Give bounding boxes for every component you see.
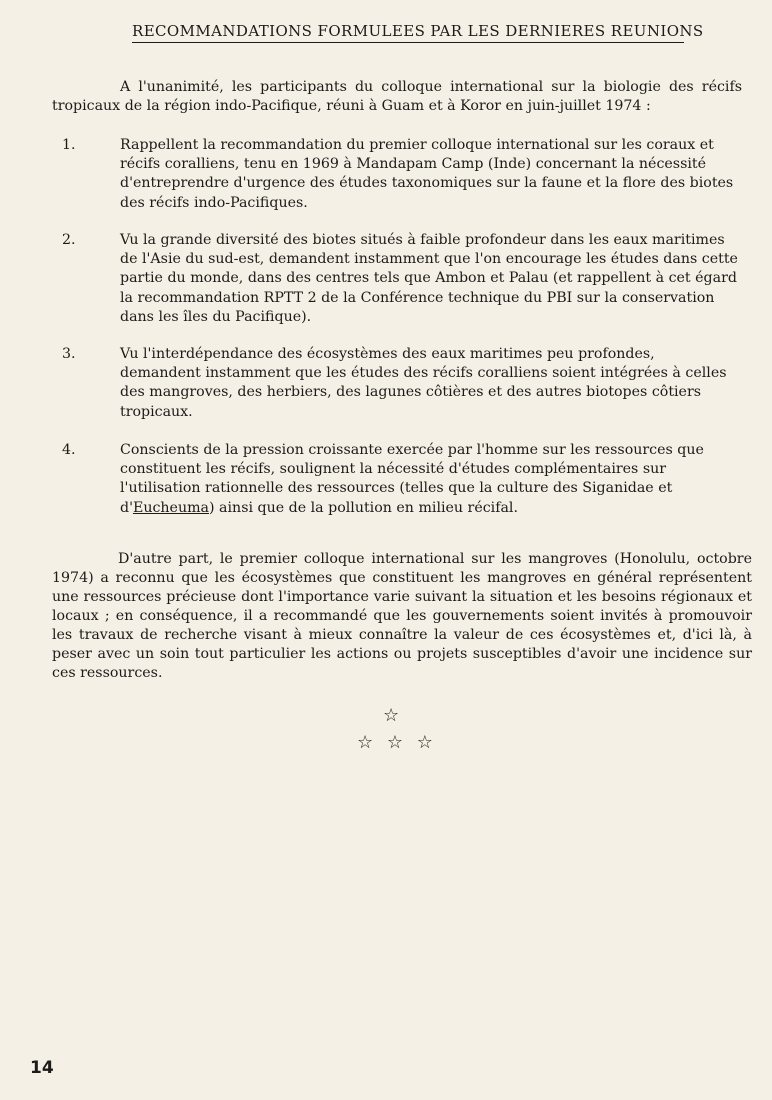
item-number: 1. bbox=[62, 137, 76, 153]
species-name-underlined: Eucheuma bbox=[132, 499, 210, 516]
item-text-part: ) ainsi que de la pollution en milieu récifal. bbox=[209, 499, 518, 516]
page-number: 14 bbox=[30, 1058, 54, 1078]
item-number: 3. bbox=[62, 346, 76, 362]
item-text: Vu la grande diversité des biotes situés à faible profondeur dans les eaux maritimes de l'Asie du sud-est, demandent instamment que l'on encourage les études dans cette partie du monde, dans des centres tels que Ambon et Palau (et rappellent à cet égard la recommandation RPTT 2 de la Conférence technique du PBI sur la conservation dans les îles du Pacifique). bbox=[120, 232, 738, 325]
item-text: Vu l'interdépendance des écosystèmes des eaux maritimes peu profondes, demandent instamment que les études des récifs coralliens soient intégrées à celles des mangroves, des herbiers, des lagunes côtières et des autres biotopes côtiers tropicaux. bbox=[120, 346, 727, 420]
closing-paragraph: D'autre part, le premier colloque international sur les mangroves (Honolulu, octobre 1974) a reconnu que les écosystèmes que constituent les mangroves en général représentent une ressources précieuse dont l'importance varie suivant la situation et les besoins régionaux et locaux ; en conséquence, il a recommandé que les gouvernements soient invités à promouvoir les travaux de recherche visant à mieux connaître la valeur de ces écosystèmes et, d'ici là, à peser avec un soin tout particulier les actions ou projets susceptibles d'avoir une incidence sur ces ressources. bbox=[52, 551, 752, 681]
intro-paragraph: A l'unanimité, les participants du colloque international sur la biologie des récifs tropicaux de la région indo-Pacifique, réuni à Guam et à Koror en juin-juillet 1974 : bbox=[52, 79, 742, 114]
item-number: 2. bbox=[62, 232, 76, 248]
star-ornament-top: ☆ bbox=[383, 705, 400, 726]
item-text bbox=[120, 441, 738, 518]
item-number: 4. bbox=[62, 442, 76, 458]
item-text: Rappellent la recommandation du premier colloque international sur les coraux et récifs coralliens, tenu en 1969 à Mandapam Camp (Inde) concernant la nécessité d'entreprendre d'urgence des études taxonomiques sur la faune et la flore des biotes des récifs indo-Pacifiques. bbox=[120, 137, 734, 211]
item-text-part: Conscients de la pression croissante exercée par l'homme sur les ressources que constituent les récifs, soulignent la nécessité d'études complémentaires sur l'utilisation rationnelle des ressources (telles que la culture des Siganidae et d' bbox=[120, 442, 704, 516]
section-heading: RECOMMANDATIONS FORMULEES PAR LES DERNIERES REUNIONS bbox=[132, 22, 684, 43]
star-ornament-row: ☆ ☆ ☆ bbox=[357, 732, 437, 753]
